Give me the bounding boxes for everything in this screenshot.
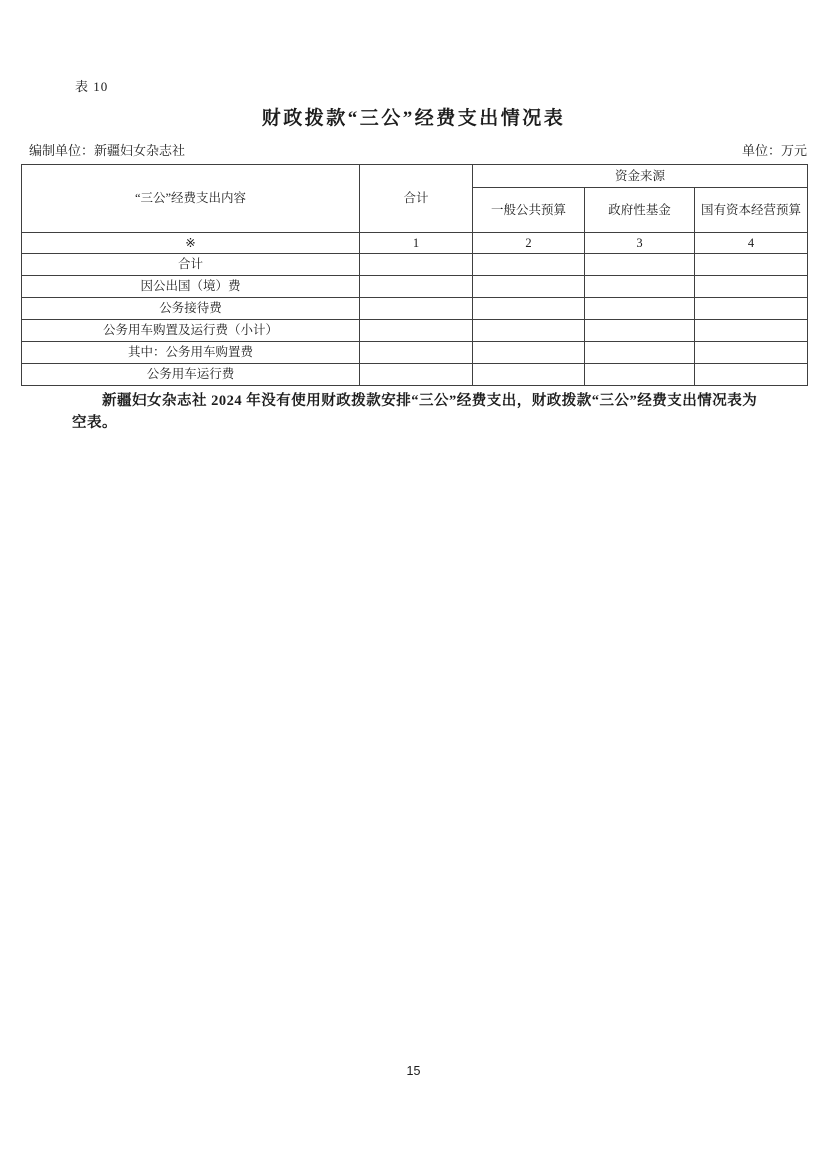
table-row-total (22, 254, 808, 276)
table-row-reception (22, 298, 808, 320)
header-row-1 (22, 165, 808, 188)
cell-general (473, 298, 585, 320)
table-row-vehicle-operation (22, 364, 808, 386)
table-row-abroad (22, 276, 808, 298)
code-col-3: 3 (585, 233, 695, 254)
cell-capital (695, 342, 808, 364)
cell-general (473, 364, 585, 386)
prepared-by-label: 编制单位：新疆妇女杂志社 (29, 143, 186, 158)
cell-fund (585, 320, 695, 342)
cell-capital (695, 298, 808, 320)
cell-fund (585, 276, 695, 298)
cell-fund (585, 254, 695, 276)
table-row-vehicle-subtotal (22, 320, 808, 342)
table-meta-row (29, 140, 807, 159)
explanatory-note (72, 390, 778, 434)
code-col-1: 1 (360, 233, 473, 254)
row-label-reception: 公务接待费 (22, 298, 360, 320)
cell-total (360, 276, 473, 298)
page-number: 15 (406, 1064, 421, 1078)
code-col-2: 2 (473, 233, 585, 254)
cell-capital (695, 364, 808, 386)
cell-fund (585, 298, 695, 320)
row-label-total: 合计 (22, 254, 360, 276)
header-content: “三公”经费支出内容 (22, 165, 360, 233)
cell-fund (585, 364, 695, 386)
cell-general (473, 254, 585, 276)
cell-total (360, 298, 473, 320)
row-label-vehicle-subtotal: 公务用车购置及运行费（小计） (22, 320, 360, 342)
cell-general (473, 276, 585, 298)
unit-label: 单位：万元 (741, 143, 807, 158)
page-title: 财政拨款“三公”经费支出情况表 (261, 108, 566, 129)
column-code-row (22, 233, 808, 254)
cell-total (360, 320, 473, 342)
header-gov-fund: 政府性基金 (585, 188, 695, 233)
header-total: 合计 (360, 165, 473, 233)
table-number-label: 表 10 (75, 79, 109, 94)
cell-capital (695, 276, 808, 298)
header-state-capital-budget: 国有资本经营预算 (695, 188, 808, 233)
code-col-4: 4 (695, 233, 808, 254)
cell-fund (585, 342, 695, 364)
header-general-public-budget: 一般公共预算 (473, 188, 585, 233)
cell-capital (695, 254, 808, 276)
note-line-1: 新疆妇女杂志社 2024 年没有使用财政拨款安排“三公”经费支出，财政拨款“三公”经费支出情况表为 (102, 393, 758, 409)
code-row-label: ※ (22, 233, 360, 254)
note-line-2: 空表。 (72, 415, 117, 431)
cell-total (360, 342, 473, 364)
row-label-abroad: 因公出国（境）费 (22, 276, 360, 298)
cell-capital (695, 320, 808, 342)
cell-general (473, 320, 585, 342)
cell-general (473, 342, 585, 364)
expense-table (21, 164, 808, 386)
cell-total (360, 364, 473, 386)
cell-total (360, 254, 473, 276)
table-row-vehicle-purchase (22, 342, 808, 364)
header-funding-source: 资金来源 (473, 165, 808, 188)
row-label-vehicle-purchase: 其中：公务用车购置费 (22, 342, 360, 364)
row-label-vehicle-operation: 公务用车运行费 (22, 364, 360, 386)
